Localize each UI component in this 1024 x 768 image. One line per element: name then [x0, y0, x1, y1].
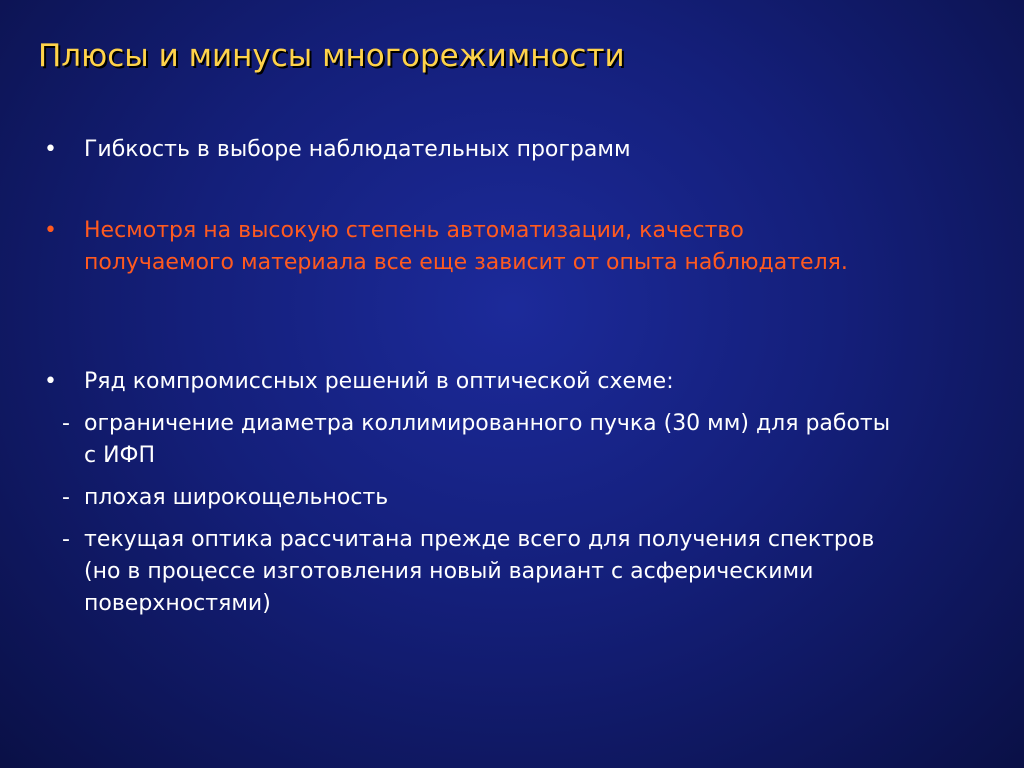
bullet-icon: • [44, 369, 57, 394]
bullet-text: Гибкость в выборе наблюдательных программ [84, 137, 631, 162]
dash-icon: - [62, 527, 70, 552]
sub-item-text: плохая широкощельность [84, 485, 389, 510]
bullet-text: Несмотря на высокую степень автоматизации, качество получаемого материала все еще зависит от опыта наблюдателя. [84, 218, 848, 275]
slide-title: Плюсы и минусы многорежимности [38, 38, 625, 74]
dash-icon: - [62, 411, 70, 436]
bullet-icon: • [44, 218, 57, 243]
dash-icon: - [62, 485, 70, 510]
sub-item-text: текущая оптика рассчитана прежде всего для получения спектров (но в процессе изготовления новый вариант с асферическими поверхностями) [84, 527, 875, 616]
sub-item-text: ограничение диаметра коллимированного пучка (30 мм) для работы с ИФП [84, 411, 891, 468]
bullet-icon: • [44, 137, 57, 162]
bullet-text: Ряд компромиссных решений в оптической схеме: [84, 369, 674, 394]
